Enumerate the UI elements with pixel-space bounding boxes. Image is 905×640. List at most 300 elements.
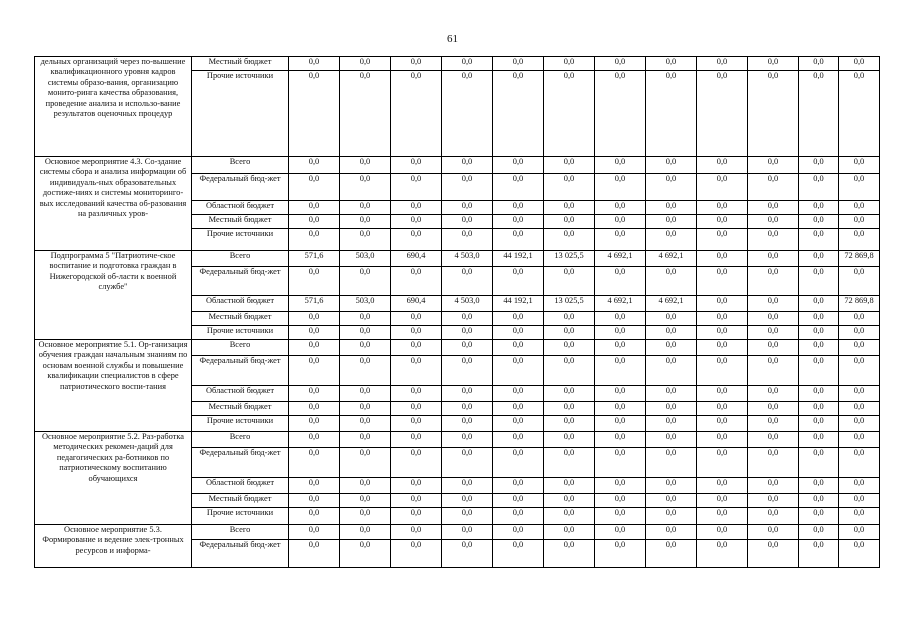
value-cell: 0,0 bbox=[544, 525, 595, 540]
value-cell: 0,0 bbox=[646, 312, 697, 326]
value-cell: 0,0 bbox=[748, 57, 799, 71]
value-cell: 690,4 bbox=[391, 296, 442, 312]
value-cell: 0,0 bbox=[544, 312, 595, 326]
value-cell: 0,0 bbox=[442, 57, 493, 71]
value-cell: 0,0 bbox=[544, 356, 595, 386]
value-cell: 0,0 bbox=[442, 525, 493, 540]
value-cell: 0,0 bbox=[799, 267, 839, 296]
value-cell: 0,0 bbox=[646, 478, 697, 494]
value-cell: 0,0 bbox=[340, 57, 391, 71]
value-cell: 0,0 bbox=[340, 71, 391, 157]
value-cell: 0,0 bbox=[442, 326, 493, 340]
value-cell: 0,0 bbox=[493, 229, 544, 251]
value-cell: 0,0 bbox=[544, 326, 595, 340]
value-cell: 0,0 bbox=[289, 508, 340, 525]
value-cell: 0,0 bbox=[595, 402, 646, 416]
value-cell: 0,0 bbox=[391, 386, 442, 402]
value-cell: 0,0 bbox=[748, 71, 799, 157]
value-cell: 44 192,1 bbox=[493, 251, 544, 267]
value-cell: 0,0 bbox=[289, 340, 340, 356]
value-cell: 0,0 bbox=[646, 157, 697, 174]
value-cell: 0,0 bbox=[340, 416, 391, 432]
table-row bbox=[35, 57, 880, 71]
funding-source: Всего bbox=[192, 525, 289, 540]
value-cell: 0,0 bbox=[697, 525, 748, 540]
value-cell: 0,0 bbox=[595, 386, 646, 402]
value-cell: 0,0 bbox=[799, 432, 839, 448]
value-cell: 0,0 bbox=[697, 157, 748, 174]
value-cell: 0,0 bbox=[391, 478, 442, 494]
value-cell: 0,0 bbox=[391, 157, 442, 174]
table-row bbox=[35, 251, 880, 267]
value-cell: 0,0 bbox=[340, 326, 391, 340]
value-cell: 4 692,1 bbox=[646, 296, 697, 312]
value-cell: 0,0 bbox=[697, 356, 748, 386]
value-cell: 0,0 bbox=[799, 229, 839, 251]
value-cell: 0,0 bbox=[748, 174, 799, 201]
value-cell: 0,0 bbox=[289, 525, 340, 540]
value-cell: 0,0 bbox=[595, 340, 646, 356]
value-cell: 0,0 bbox=[442, 201, 493, 215]
funding-source: Всего bbox=[192, 157, 289, 174]
value-cell: 0,0 bbox=[748, 448, 799, 478]
value-cell: 0,0 bbox=[799, 448, 839, 478]
value-cell: 0,0 bbox=[442, 312, 493, 326]
value-cell: 0,0 bbox=[493, 525, 544, 540]
value-cell: 0,0 bbox=[391, 540, 442, 568]
value-cell: 0,0 bbox=[442, 494, 493, 508]
value-cell: 0,0 bbox=[289, 432, 340, 448]
value-cell: 0,0 bbox=[748, 340, 799, 356]
value-cell: 0,0 bbox=[646, 525, 697, 540]
value-cell: 0,0 bbox=[799, 57, 839, 71]
value-cell: 0,0 bbox=[646, 416, 697, 432]
value-cell: 0,0 bbox=[748, 215, 799, 229]
value-cell: 0,0 bbox=[697, 340, 748, 356]
funding-source: Областной бюджет bbox=[192, 201, 289, 215]
funding-source: Областной бюджет bbox=[192, 386, 289, 402]
value-cell: 0,0 bbox=[839, 525, 880, 540]
funding-source: Областной бюджет bbox=[192, 296, 289, 312]
value-cell: 0,0 bbox=[697, 432, 748, 448]
value-cell: 0,0 bbox=[493, 416, 544, 432]
value-cell: 0,0 bbox=[340, 386, 391, 402]
value-cell: 0,0 bbox=[799, 71, 839, 157]
funding-source: Всего bbox=[192, 432, 289, 448]
value-cell: 4 692,1 bbox=[646, 251, 697, 267]
value-cell: 0,0 bbox=[646, 356, 697, 386]
value-cell: 0,0 bbox=[839, 157, 880, 174]
value-cell: 0,0 bbox=[839, 508, 880, 525]
value-cell: 0,0 bbox=[289, 201, 340, 215]
funding-source: Местный бюджет bbox=[192, 57, 289, 71]
value-cell: 0,0 bbox=[697, 326, 748, 340]
value-cell: 0,0 bbox=[442, 157, 493, 174]
value-cell: 571,6 bbox=[289, 251, 340, 267]
value-cell: 0,0 bbox=[748, 312, 799, 326]
value-cell: 0,0 bbox=[493, 508, 544, 525]
funding-source: Областной бюджет bbox=[192, 478, 289, 494]
value-cell: 0,0 bbox=[748, 525, 799, 540]
value-cell: 0,0 bbox=[289, 540, 340, 568]
value-cell: 0,0 bbox=[340, 448, 391, 478]
value-cell: 13 025,5 bbox=[544, 251, 595, 267]
value-cell: 0,0 bbox=[697, 71, 748, 157]
value-cell: 0,0 bbox=[493, 174, 544, 201]
value-cell: 0,0 bbox=[799, 494, 839, 508]
value-cell: 0,0 bbox=[442, 356, 493, 386]
value-cell: 0,0 bbox=[340, 229, 391, 251]
value-cell: 0,0 bbox=[748, 540, 799, 568]
value-cell: 0,0 bbox=[697, 402, 748, 416]
value-cell: 0,0 bbox=[493, 478, 544, 494]
value-cell: 0,0 bbox=[391, 525, 442, 540]
funding-source: Федеральный бюд-жет bbox=[192, 356, 289, 386]
value-cell: 0,0 bbox=[646, 448, 697, 478]
value-cell: 690,4 bbox=[391, 251, 442, 267]
value-cell: 0,0 bbox=[442, 215, 493, 229]
value-cell: 0,0 bbox=[646, 494, 697, 508]
value-cell: 0,0 bbox=[646, 402, 697, 416]
value-cell: 0,0 bbox=[493, 215, 544, 229]
value-cell: 0,0 bbox=[391, 448, 442, 478]
value-cell: 0,0 bbox=[799, 340, 839, 356]
value-cell: 0,0 bbox=[544, 508, 595, 525]
value-cell: 0,0 bbox=[799, 201, 839, 215]
value-cell: 72 869,8 bbox=[839, 296, 880, 312]
value-cell: 0,0 bbox=[595, 432, 646, 448]
value-cell: 0,0 bbox=[839, 448, 880, 478]
value-cell: 0,0 bbox=[748, 386, 799, 402]
value-cell: 0,0 bbox=[493, 540, 544, 568]
value-cell: 0,0 bbox=[748, 326, 799, 340]
value-cell: 0,0 bbox=[544, 57, 595, 71]
value-cell: 0,0 bbox=[697, 267, 748, 296]
table-row bbox=[35, 525, 880, 540]
budget-table bbox=[34, 56, 880, 568]
value-cell: 0,0 bbox=[697, 312, 748, 326]
value-cell: 0,0 bbox=[748, 201, 799, 215]
value-cell: 0,0 bbox=[748, 251, 799, 267]
value-cell: 0,0 bbox=[748, 478, 799, 494]
value-cell: 72 869,8 bbox=[839, 251, 880, 267]
value-cell: 0,0 bbox=[391, 356, 442, 386]
value-cell: 0,0 bbox=[289, 448, 340, 478]
value-cell: 0,0 bbox=[799, 402, 839, 416]
value-cell: 0,0 bbox=[839, 174, 880, 201]
value-cell: 0,0 bbox=[839, 340, 880, 356]
value-cell: 0,0 bbox=[340, 312, 391, 326]
value-cell: 0,0 bbox=[799, 326, 839, 340]
value-cell: 0,0 bbox=[442, 267, 493, 296]
value-cell: 0,0 bbox=[544, 432, 595, 448]
value-cell: 44 192,1 bbox=[493, 296, 544, 312]
value-cell: 0,0 bbox=[646, 340, 697, 356]
value-cell: 0,0 bbox=[289, 402, 340, 416]
value-cell: 0,0 bbox=[839, 71, 880, 157]
value-cell: 0,0 bbox=[391, 402, 442, 416]
value-cell: 0,0 bbox=[442, 478, 493, 494]
value-cell: 0,0 bbox=[391, 508, 442, 525]
value-cell: 0,0 bbox=[839, 356, 880, 386]
funding-source: Местный бюджет bbox=[192, 402, 289, 416]
funding-source: Всего bbox=[192, 340, 289, 356]
value-cell: 0,0 bbox=[493, 494, 544, 508]
value-cell: 0,0 bbox=[748, 296, 799, 312]
value-cell: 0,0 bbox=[595, 71, 646, 157]
value-cell: 0,0 bbox=[493, 402, 544, 416]
value-cell: 0,0 bbox=[839, 57, 880, 71]
value-cell: 0,0 bbox=[544, 201, 595, 215]
funding-source: Местный бюджет bbox=[192, 494, 289, 508]
value-cell: 0,0 bbox=[646, 174, 697, 201]
funding-source: Федеральный бюд-жет bbox=[192, 448, 289, 478]
value-cell: 0,0 bbox=[289, 267, 340, 296]
value-cell: 0,0 bbox=[493, 312, 544, 326]
value-cell: 0,0 bbox=[799, 525, 839, 540]
value-cell: 0,0 bbox=[391, 340, 442, 356]
value-cell: 0,0 bbox=[646, 201, 697, 215]
value-cell: 0,0 bbox=[748, 432, 799, 448]
table-row bbox=[35, 340, 880, 356]
value-cell: 0,0 bbox=[697, 448, 748, 478]
value-cell: 0,0 bbox=[391, 71, 442, 157]
value-cell: 0,0 bbox=[748, 416, 799, 432]
value-cell: 0,0 bbox=[289, 215, 340, 229]
value-cell: 4 503,0 bbox=[442, 251, 493, 267]
measure-name: Подпрограмма 5 "Патриотиче-ское воспитание и подготовка граждан в Нижегородской об-ласти к военной службе" bbox=[35, 251, 192, 340]
value-cell: 0,0 bbox=[391, 267, 442, 296]
value-cell: 0,0 bbox=[646, 508, 697, 525]
value-cell: 0,0 bbox=[839, 432, 880, 448]
value-cell: 0,0 bbox=[595, 525, 646, 540]
value-cell: 0,0 bbox=[289, 386, 340, 402]
value-cell: 0,0 bbox=[839, 215, 880, 229]
value-cell: 0,0 bbox=[391, 326, 442, 340]
value-cell: 4 503,0 bbox=[442, 296, 493, 312]
value-cell: 0,0 bbox=[340, 174, 391, 201]
table-body bbox=[35, 57, 880, 568]
value-cell: 0,0 bbox=[595, 540, 646, 568]
value-cell: 0,0 bbox=[697, 57, 748, 71]
value-cell: 0,0 bbox=[595, 201, 646, 215]
value-cell: 0,0 bbox=[839, 326, 880, 340]
value-cell: 0,0 bbox=[544, 229, 595, 251]
value-cell: 0,0 bbox=[340, 508, 391, 525]
funding-source: Прочие источники bbox=[192, 326, 289, 340]
value-cell: 0,0 bbox=[839, 229, 880, 251]
value-cell: 0,0 bbox=[544, 174, 595, 201]
value-cell: 0,0 bbox=[289, 71, 340, 157]
value-cell: 0,0 bbox=[595, 448, 646, 478]
value-cell: 0,0 bbox=[799, 356, 839, 386]
value-cell: 0,0 bbox=[595, 215, 646, 229]
value-cell: 0,0 bbox=[391, 416, 442, 432]
value-cell: 0,0 bbox=[748, 267, 799, 296]
value-cell: 0,0 bbox=[340, 201, 391, 215]
value-cell: 0,0 bbox=[799, 386, 839, 402]
value-cell: 0,0 bbox=[697, 201, 748, 215]
value-cell: 0,0 bbox=[799, 478, 839, 494]
value-cell: 0,0 bbox=[595, 416, 646, 432]
value-cell: 0,0 bbox=[799, 157, 839, 174]
value-cell: 0,0 bbox=[544, 267, 595, 296]
value-cell: 0,0 bbox=[493, 157, 544, 174]
value-cell: 0,0 bbox=[289, 174, 340, 201]
value-cell: 0,0 bbox=[748, 229, 799, 251]
value-cell: 0,0 bbox=[493, 326, 544, 340]
value-cell: 0,0 bbox=[839, 540, 880, 568]
value-cell: 0,0 bbox=[340, 402, 391, 416]
value-cell: 4 692,1 bbox=[595, 251, 646, 267]
value-cell: 0,0 bbox=[340, 494, 391, 508]
value-cell: 0,0 bbox=[442, 386, 493, 402]
value-cell: 0,0 bbox=[544, 448, 595, 478]
value-cell: 0,0 bbox=[340, 540, 391, 568]
value-cell: 0,0 bbox=[697, 215, 748, 229]
value-cell: 0,0 bbox=[544, 478, 595, 494]
value-cell: 0,0 bbox=[493, 71, 544, 157]
value-cell: 0,0 bbox=[442, 432, 493, 448]
value-cell: 0,0 bbox=[493, 267, 544, 296]
value-cell: 0,0 bbox=[799, 540, 839, 568]
value-cell: 0,0 bbox=[544, 494, 595, 508]
value-cell: 0,0 bbox=[391, 57, 442, 71]
value-cell: 0,0 bbox=[442, 71, 493, 157]
funding-source: Всего bbox=[192, 251, 289, 267]
value-cell: 0,0 bbox=[748, 356, 799, 386]
value-cell: 0,0 bbox=[289, 494, 340, 508]
value-cell: 0,0 bbox=[839, 386, 880, 402]
value-cell: 0,0 bbox=[544, 386, 595, 402]
measure-name: Основное мероприятие 5.3. Формирование и ведение элек-тронных ресурсов и информа- bbox=[35, 525, 192, 568]
funding-source: Местный бюджет bbox=[192, 215, 289, 229]
value-cell: 0,0 bbox=[340, 478, 391, 494]
funding-source: Прочие источники bbox=[192, 508, 289, 525]
value-cell: 0,0 bbox=[340, 432, 391, 448]
value-cell: 503,0 bbox=[340, 296, 391, 312]
value-cell: 0,0 bbox=[391, 201, 442, 215]
table-row bbox=[35, 157, 880, 174]
value-cell: 0,0 bbox=[799, 296, 839, 312]
value-cell: 0,0 bbox=[646, 215, 697, 229]
value-cell: 0,0 bbox=[595, 229, 646, 251]
value-cell: 0,0 bbox=[595, 478, 646, 494]
value-cell: 0,0 bbox=[544, 416, 595, 432]
measure-name: Основное мероприятие 4.3. Со-здание системы сбора и анализа информации об индивидуаль-ных образовательных достиже-ниях и системы мониторинго-вых исследований качества об-разования на различных уров- bbox=[35, 157, 192, 251]
value-cell: 0,0 bbox=[799, 508, 839, 525]
value-cell: 503,0 bbox=[340, 251, 391, 267]
value-cell: 13 025,5 bbox=[544, 296, 595, 312]
value-cell: 0,0 bbox=[799, 174, 839, 201]
value-cell: 0,0 bbox=[697, 494, 748, 508]
value-cell: 0,0 bbox=[289, 157, 340, 174]
value-cell: 0,0 bbox=[646, 267, 697, 296]
value-cell: 0,0 bbox=[340, 157, 391, 174]
value-cell: 0,0 bbox=[646, 229, 697, 251]
value-cell: 0,0 bbox=[442, 402, 493, 416]
value-cell: 0,0 bbox=[442, 174, 493, 201]
value-cell: 0,0 bbox=[391, 215, 442, 229]
value-cell: 0,0 bbox=[289, 416, 340, 432]
value-cell: 0,0 bbox=[391, 174, 442, 201]
value-cell: 0,0 bbox=[595, 494, 646, 508]
value-cell: 0,0 bbox=[697, 416, 748, 432]
value-cell: 0,0 bbox=[289, 312, 340, 326]
value-cell: 0,0 bbox=[544, 402, 595, 416]
value-cell: 0,0 bbox=[493, 432, 544, 448]
value-cell: 571,6 bbox=[289, 296, 340, 312]
value-cell: 0,0 bbox=[493, 386, 544, 402]
value-cell: 0,0 bbox=[595, 267, 646, 296]
value-cell: 0,0 bbox=[442, 340, 493, 356]
value-cell: 0,0 bbox=[697, 386, 748, 402]
value-cell: 0,0 bbox=[839, 201, 880, 215]
value-cell: 0,0 bbox=[646, 386, 697, 402]
funding-source: Прочие источники bbox=[192, 229, 289, 251]
funding-source: Федеральный бюд-жет bbox=[192, 540, 289, 568]
value-cell: 0,0 bbox=[839, 478, 880, 494]
table-row bbox=[35, 432, 880, 448]
value-cell: 0,0 bbox=[544, 540, 595, 568]
value-cell: 0,0 bbox=[646, 540, 697, 568]
value-cell: 0,0 bbox=[839, 494, 880, 508]
value-cell: 0,0 bbox=[544, 340, 595, 356]
value-cell: 0,0 bbox=[289, 57, 340, 71]
funding-source: Федеральный бюд-жет bbox=[192, 174, 289, 201]
value-cell: 0,0 bbox=[289, 229, 340, 251]
value-cell: 0,0 bbox=[646, 326, 697, 340]
value-cell: 0,0 bbox=[697, 478, 748, 494]
value-cell: 0,0 bbox=[493, 57, 544, 71]
value-cell: 0,0 bbox=[595, 312, 646, 326]
funding-source: Прочие источники bbox=[192, 71, 289, 157]
value-cell: 0,0 bbox=[748, 402, 799, 416]
funding-source: Федеральный бюд-жет bbox=[192, 267, 289, 296]
page-number: 61 bbox=[447, 33, 458, 45]
value-cell: 0,0 bbox=[595, 508, 646, 525]
value-cell: 0,0 bbox=[289, 356, 340, 386]
value-cell: 0,0 bbox=[442, 416, 493, 432]
value-cell: 0,0 bbox=[748, 508, 799, 525]
value-cell: 0,0 bbox=[442, 508, 493, 525]
value-cell: 0,0 bbox=[493, 448, 544, 478]
value-cell: 0,0 bbox=[391, 312, 442, 326]
value-cell: 0,0 bbox=[544, 215, 595, 229]
value-cell: 0,0 bbox=[340, 356, 391, 386]
value-cell: 0,0 bbox=[289, 478, 340, 494]
value-cell: 0,0 bbox=[697, 229, 748, 251]
value-cell: 0,0 bbox=[799, 312, 839, 326]
value-cell: 0,0 bbox=[697, 251, 748, 267]
value-cell: 0,0 bbox=[595, 326, 646, 340]
value-cell: 0,0 bbox=[799, 215, 839, 229]
value-cell: 0,0 bbox=[391, 432, 442, 448]
value-cell: 0,0 bbox=[340, 267, 391, 296]
measure-name: дельных организаций через по-вышение квалификационного уровня кадров системы образо-вания, организацию монито-ринга качества образования, проведение анализа и использо-вание результатов оценочных процедур bbox=[35, 57, 192, 157]
value-cell: 0,0 bbox=[748, 494, 799, 508]
value-cell: 0,0 bbox=[340, 215, 391, 229]
value-cell: 0,0 bbox=[544, 71, 595, 157]
value-cell: 0,0 bbox=[544, 157, 595, 174]
value-cell: 0,0 bbox=[391, 229, 442, 251]
value-cell: 0,0 bbox=[595, 157, 646, 174]
value-cell: 0,0 bbox=[646, 432, 697, 448]
value-cell: 0,0 bbox=[391, 494, 442, 508]
funding-source: Прочие источники bbox=[192, 416, 289, 432]
value-cell: 0,0 bbox=[340, 340, 391, 356]
funding-source: Местный бюджет bbox=[192, 312, 289, 326]
